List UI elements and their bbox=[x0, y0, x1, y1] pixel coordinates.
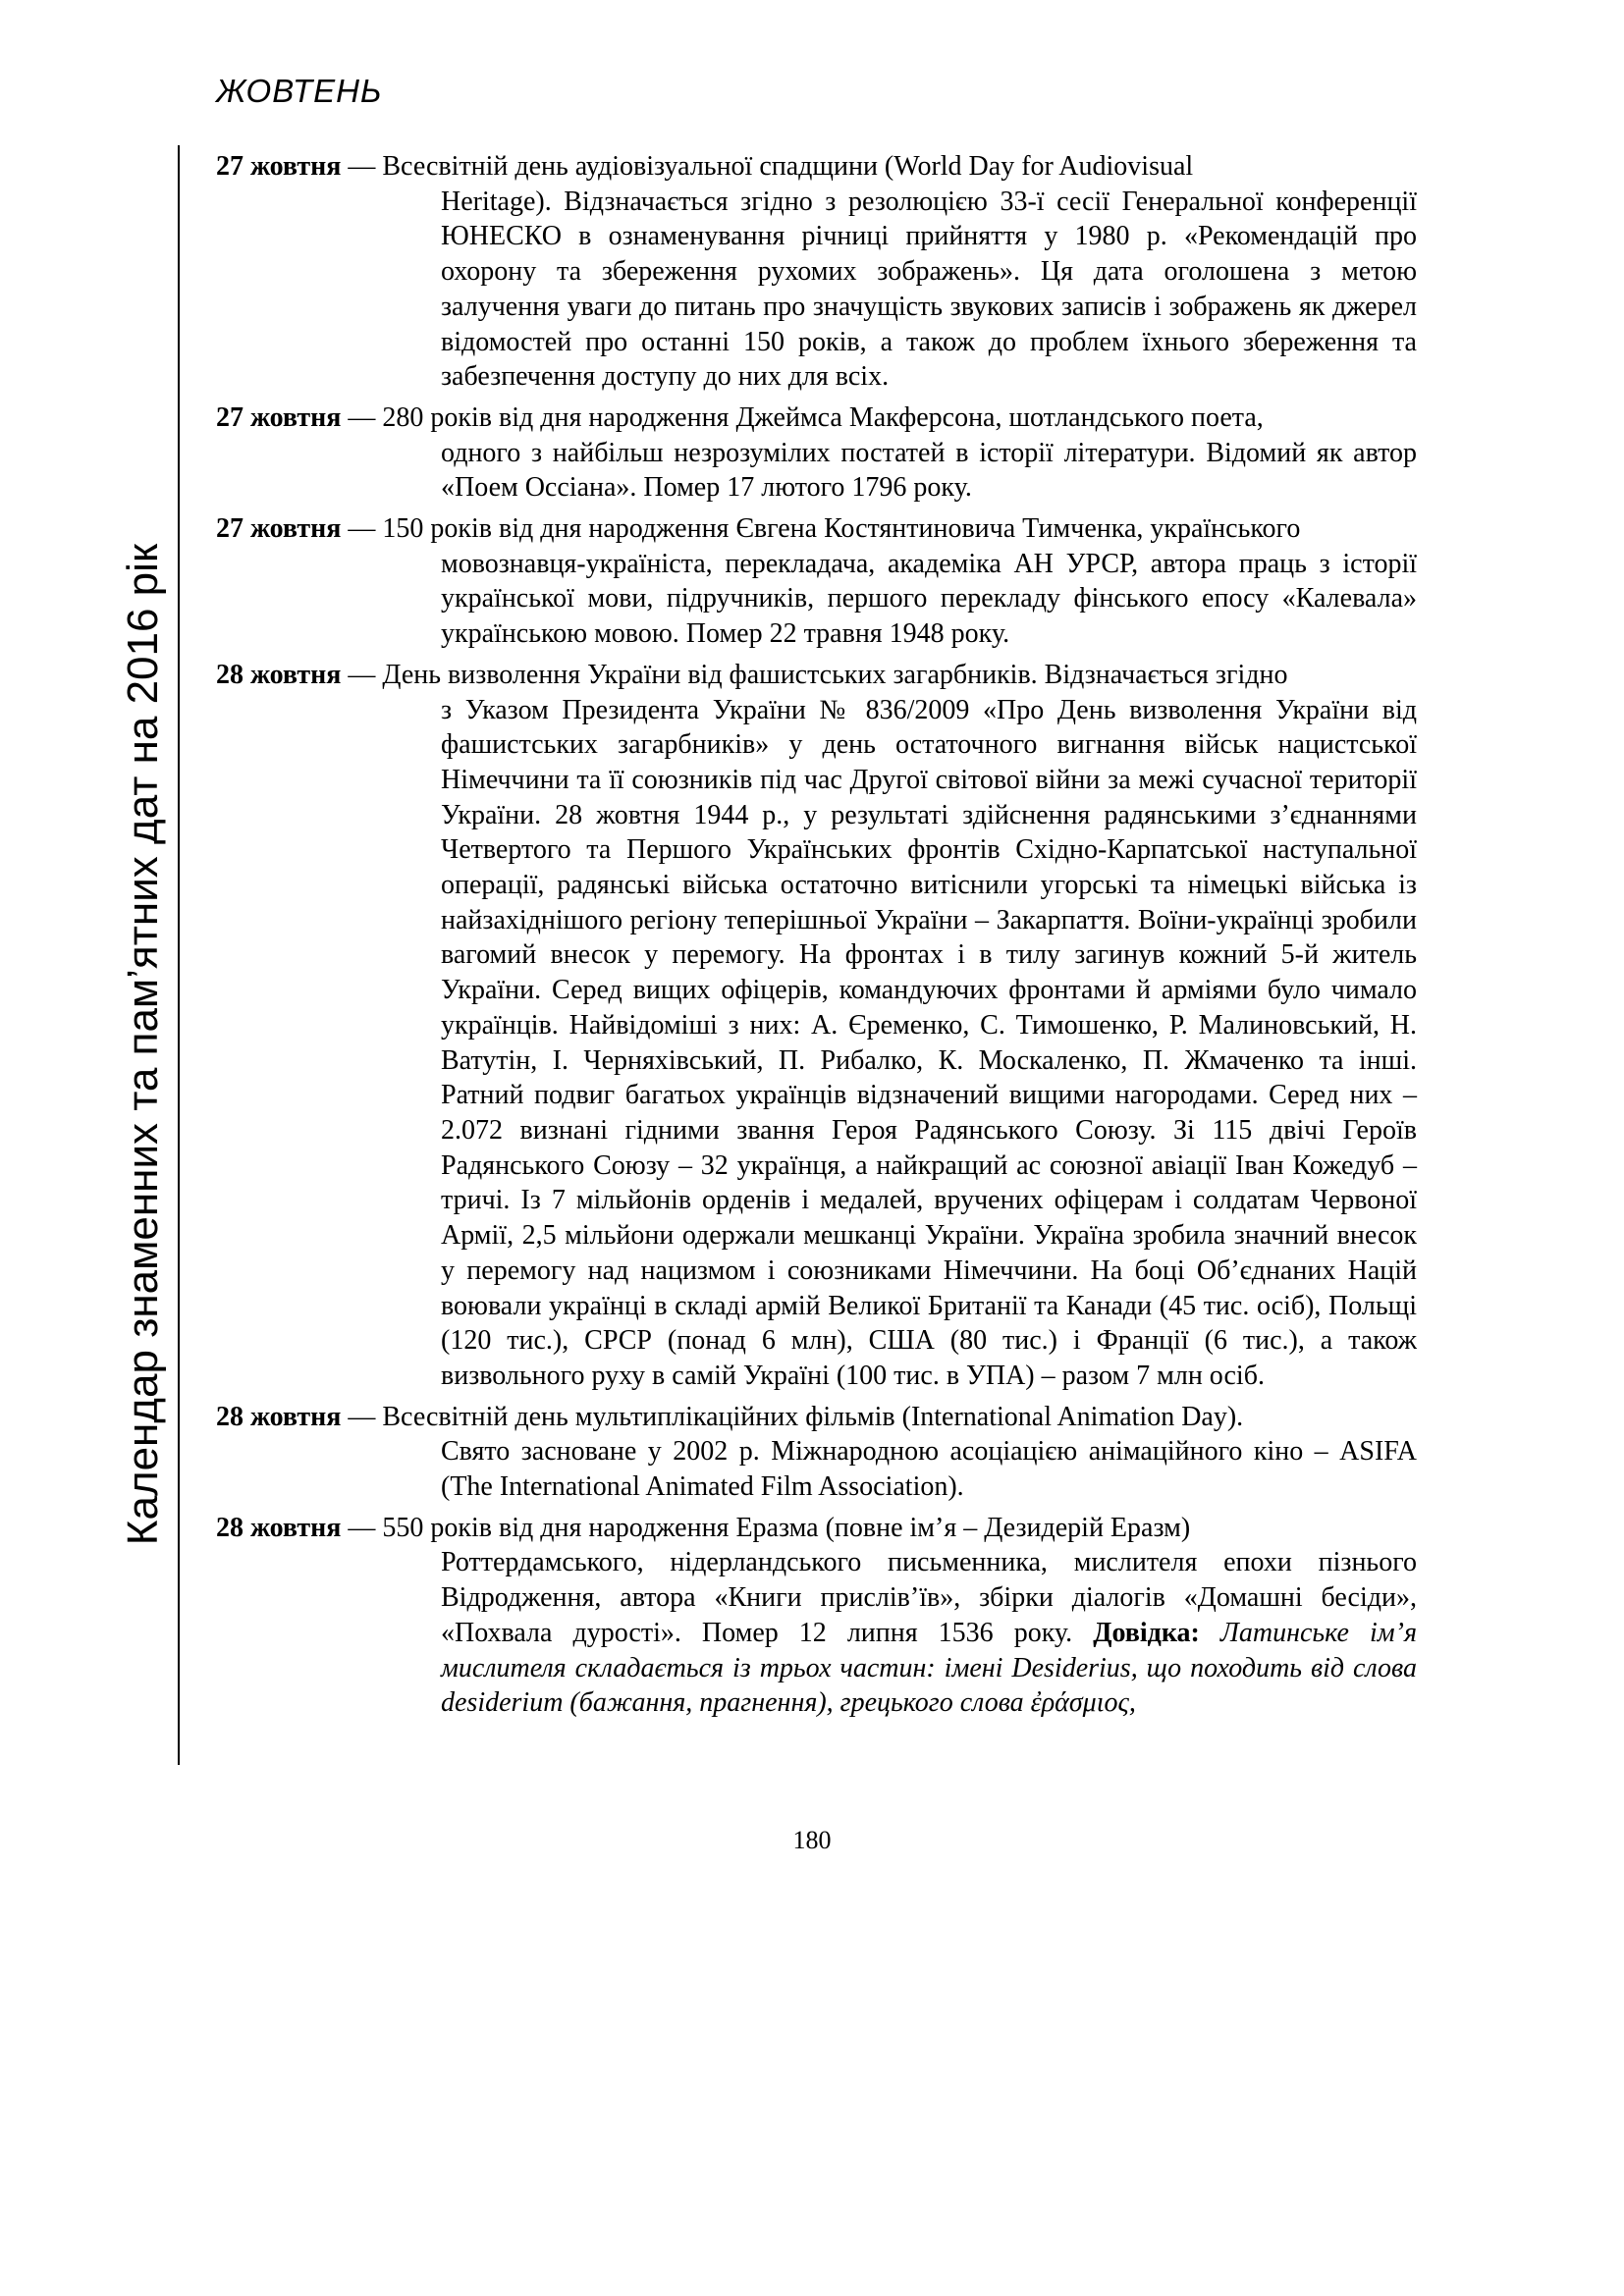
side-book-title: Календар знаменних та пам’ятних дат на 2016 рік bbox=[119, 543, 167, 1546]
side-rule bbox=[178, 145, 180, 1765]
entry-dash: — bbox=[341, 513, 383, 545]
entry-first-text: 550 років від дня народження Еразма (повне ім’я – Дезидерій Еразм) bbox=[382, 1512, 1191, 1543]
entry-body: мовознавця-україніста, перекладача, академіка АН УРСР, автора праць з історії української мови, підручників, першого перекладу фінського епосу «Калевала» українською мовою. Помер 22 травня 1948 року. bbox=[441, 548, 1417, 650]
entry-3 bbox=[216, 511, 1417, 652]
entry-date: 28 жовтня bbox=[216, 659, 342, 690]
entry-date: 27 жовтня bbox=[216, 151, 342, 182]
entry-dash: — bbox=[341, 401, 383, 433]
entry-first-text: 280 років від дня народження Джеймса Макферсона, шотландського поета, bbox=[382, 401, 1264, 433]
entry-body: Свято засноване у 2002 р. Міжнародною асоціацією анімаційного кіно – ASIFA (The International Animated Film Association). bbox=[441, 1436, 1417, 1503]
entry-1 bbox=[216, 149, 1417, 395]
entry-first-line bbox=[216, 1400, 1417, 1435]
entry-body: одного з найбільш незрозумілих постатей в історії літератури. Відомий як автор «Поем Оссіана». Помер 17 лютого 1796 року. bbox=[441, 437, 1417, 504]
note-label: Довідка: bbox=[1093, 1617, 1200, 1648]
entry-date: 27 жовтня bbox=[216, 401, 342, 433]
entry-first-text: Всесвітній день аудіовізуальної спадщини (World Day for Audiovisual bbox=[382, 151, 1194, 182]
entry-2 bbox=[216, 400, 1417, 506]
entry-5 bbox=[216, 1400, 1417, 1505]
entry-first-text: Всесвітній день мультиплікаційних фільмів (International Animation Day). bbox=[382, 1401, 1244, 1432]
entry-dash: — bbox=[341, 1512, 383, 1543]
page-number: 180 bbox=[792, 1826, 832, 1854]
entry-4 bbox=[216, 658, 1417, 1394]
entry-date: 28 жовтня bbox=[216, 1401, 342, 1432]
entry-first-line bbox=[216, 149, 1417, 185]
entry-dash: — bbox=[341, 659, 383, 690]
entry-dash: — bbox=[341, 1401, 383, 1432]
entry-body: Heritage). Відзначається згідно з резолюцією 33-ї сесії Генеральної конференції ЮНЕСКО в ознаменування річниці прийняття у 1980 р. «Рекомендацій про охорону та збереження рухомих зображень». Ця дата оголошена з метою залучення уваги до питань про значущість звукових записів і зображень як джерел відомостей про останні 150 років, а також до проблем їхнього збереження та забезпечення доступу до них для всіх. bbox=[441, 186, 1417, 393]
entry-date: 27 жовтня bbox=[216, 513, 342, 545]
calendar-entries bbox=[216, 149, 1417, 1727]
entry-dash: — bbox=[341, 151, 383, 182]
section-header: ЖОВТЕНЬ bbox=[216, 73, 383, 109]
entry-date: 28 жовтня bbox=[216, 1512, 342, 1543]
entry-first-text: День визволення України від фашистських загарбників. Відзначається згідно bbox=[382, 659, 1288, 690]
entry-body-text: Роттердамського, нідерландського письменника, мислителя епохи пізнього Відродження, автора «Книги прислів’їв», збірки діалогів «Домашні бесіди», «Похвала дурості». Помер 12 липня 1536 року. bbox=[441, 1547, 1417, 1648]
entry-first-text: 150 років від дня народження Євгена Костянтиновича Тимченка, українського bbox=[382, 513, 1301, 545]
entry-6 bbox=[216, 1511, 1417, 1721]
entry-body: з Указом Президента України № 836/2009 «Про День визволення України від фашистських загарбників» у день остаточного вигнання військ нацистської Німеччини та її союзників під час Другої світової війни за межі сучасної території України. 28 жовтня 1944 р., у результаті здійснення радянськими з’єднаннями Четвертого та Першого Українських фронтів Східно-Карпатської наступальної операції, радянські війська остаточно витіснили угорські та німецькі війська із найзахіднішого регіону теперішньої України – Закарпаття. Воїни-українці зробили вагомий внесок у перемогу. На фронтах і в тилу загинув кожний 5-й житель України. Серед вищих офіцерів, командуючих фронтами й арміями було чимало українців. Найвідоміші з них: А. Єременко, С. Тимошенко, Р. Малиновський, Н. Ватутін, І. Черняхівський, П. Рибалко, К. Москаленко, П. Жмаченко та інші. Ратний подвиг багатьох українців відзначений вищими нагородами. Серед них – 2.072 визнані гідними звання Героя Радянського Союзу. Зі 115 двічі Героїв Радянського Союзу – 32 українця, а найкращий ас союзної авіації Іван Кожедуб – тричі. Із 7 мільйонів орденів і медалей, вручених офіцерам і солдатам Червоної Армії, 2,5 мільйони одержали мешканці України. Україна зробила значний внесок у перемогу над нацизмом і союзниками Німеччини. На боці Об’єднаних Націй воювали українці в складі армій Великої Британії та Канади (45 тис. осіб), Польщі (120 тис.), СРСР (понад 6 млн), США (80 тис.) і Франції (6 тис.), а також визвольного руху в самій Україні (100 тис. в УПА) – разом 7 млн осіб. bbox=[441, 694, 1417, 1391]
entry-first-line bbox=[216, 511, 1417, 547]
entry-first-line bbox=[216, 658, 1417, 693]
entry-body bbox=[216, 1545, 1417, 1721]
entry-first-line bbox=[216, 400, 1417, 436]
entry-first-line bbox=[216, 1511, 1417, 1546]
note-text: Латинське ім’я мислителя складається із трьох частин: імені Desiderius, що походить від слова desiderium (бажання, прагнення), грецького слова ἐράσμιος, bbox=[441, 1617, 1418, 1719]
